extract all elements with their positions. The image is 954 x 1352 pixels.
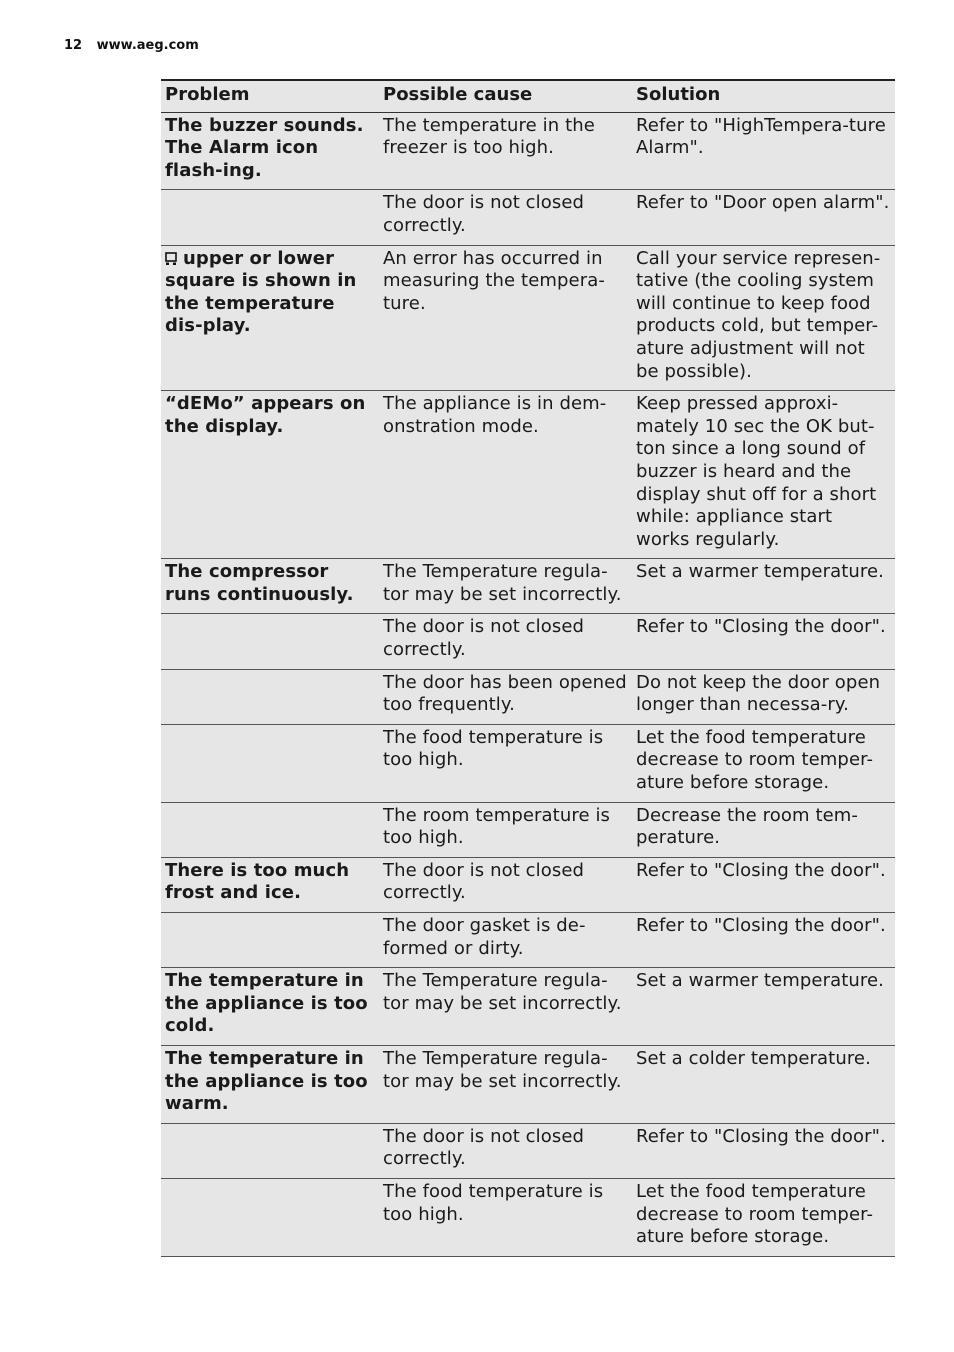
solution-cell: Let the food temperature decrease to room temper-ature before storage. bbox=[632, 724, 895, 802]
table-row bbox=[161, 1123, 895, 1178]
problem-cell bbox=[161, 245, 379, 391]
problem-cell bbox=[161, 669, 379, 724]
table-row bbox=[161, 724, 895, 802]
page-header bbox=[64, 38, 199, 53]
column-header-cause: Possible cause bbox=[379, 80, 632, 112]
cause-cell: The door is not closed correctly. bbox=[379, 1123, 632, 1178]
solution-cell: Let the food temperature decrease to room temper-ature before storage. bbox=[632, 1178, 895, 1256]
table-row bbox=[161, 190, 895, 245]
table-row bbox=[161, 1178, 895, 1256]
table-row bbox=[161, 614, 895, 669]
column-header-problem: Problem bbox=[161, 80, 379, 112]
table-row bbox=[161, 968, 895, 1046]
solution-cell: Refer to "Closing the door". bbox=[632, 1123, 895, 1178]
table-row bbox=[161, 112, 895, 190]
problem-cell bbox=[161, 724, 379, 802]
problem-cell bbox=[161, 913, 379, 968]
solution-cell: Set a warmer temperature. bbox=[632, 968, 895, 1046]
cause-cell: The door is not closed correctly. bbox=[379, 857, 632, 912]
cause-cell: The Temperature regula-tor may be set incorrectly. bbox=[379, 968, 632, 1046]
column-header-solution: Solution bbox=[632, 80, 895, 112]
table-row bbox=[161, 559, 895, 614]
solution-cell: Refer to "Door open alarm". bbox=[632, 190, 895, 245]
table-row bbox=[161, 669, 895, 724]
solution-cell: Refer to "Closing the door". bbox=[632, 913, 895, 968]
cause-cell: The Temperature regula-tor may be set incorrectly. bbox=[379, 559, 632, 614]
table-row bbox=[161, 245, 895, 391]
table-row bbox=[161, 857, 895, 912]
table-row bbox=[161, 802, 895, 857]
solution-cell: Refer to "HighTempera-ture Alarm". bbox=[632, 112, 895, 190]
cause-cell: The door is not closed correctly. bbox=[379, 614, 632, 669]
problem-cell: The compressor runs continuously. bbox=[161, 559, 379, 614]
problem-cell: “dEMo” appears on the display. bbox=[161, 391, 379, 559]
solution-cell: Set a warmer temperature. bbox=[632, 559, 895, 614]
solution-cell: Refer to "Closing the door". bbox=[632, 614, 895, 669]
problem-cell: The buzzer sounds. The Alarm icon flash-ing. bbox=[161, 112, 379, 190]
table-row bbox=[161, 913, 895, 968]
problem-cell bbox=[161, 802, 379, 857]
cause-cell: The room temperature is too high. bbox=[379, 802, 632, 857]
solution-cell: Keep pressed approxi-mately 10 sec the OK but-ton since a long sound of buzzer is heard and the display shut off for a short while: appliance start works regularly. bbox=[632, 391, 895, 559]
cause-cell: The appliance is in dem-onstration mode. bbox=[379, 391, 632, 559]
problem-cell bbox=[161, 614, 379, 669]
solution-cell: Refer to "Closing the door". bbox=[632, 857, 895, 912]
cause-cell: The door has been opened too frequently. bbox=[379, 669, 632, 724]
problem-cell bbox=[161, 1178, 379, 1256]
table-row bbox=[161, 1045, 895, 1123]
solution-cell: Call your service represen-tative (the cooling system will continue to keep food products cold, but temper-ature adjustment will not be possible). bbox=[632, 245, 895, 391]
website-url: www.aeg.com bbox=[96, 38, 199, 53]
page-number: 12 bbox=[64, 38, 83, 53]
cause-cell: The Temperature regula-tor may be set incorrectly. bbox=[379, 1045, 632, 1123]
cause-cell: The door is not closed correctly. bbox=[379, 190, 632, 245]
problem-cell bbox=[161, 1123, 379, 1178]
cause-cell: An error has occurred in measuring the tempera-ture. bbox=[379, 245, 632, 391]
problem-cell: The temperature in the appliance is too cold. bbox=[161, 968, 379, 1046]
solution-cell: Do not keep the door open longer than necessa-ry. bbox=[632, 669, 895, 724]
problem-text: upper or lower square is shown in the temperature dis-play. bbox=[165, 247, 357, 337]
table-header-row bbox=[161, 80, 895, 112]
solution-cell: Set a colder temperature. bbox=[632, 1045, 895, 1123]
cause-cell: The temperature in the freezer is too high. bbox=[379, 112, 632, 190]
problem-cell: The temperature in the appliance is too warm. bbox=[161, 1045, 379, 1123]
cause-cell: The door gasket is de-formed or dirty. bbox=[379, 913, 632, 968]
solution-cell: Decrease the room tem-perature. bbox=[632, 802, 895, 857]
problem-cell bbox=[161, 190, 379, 245]
cause-cell: The food temperature is too high. bbox=[379, 1178, 632, 1256]
table-row bbox=[161, 391, 895, 559]
troubleshooting-table bbox=[161, 79, 895, 1257]
cause-cell: The food temperature is too high. bbox=[379, 724, 632, 802]
problem-cell: There is too much frost and ice. bbox=[161, 857, 379, 912]
square-display-icon bbox=[165, 250, 177, 264]
